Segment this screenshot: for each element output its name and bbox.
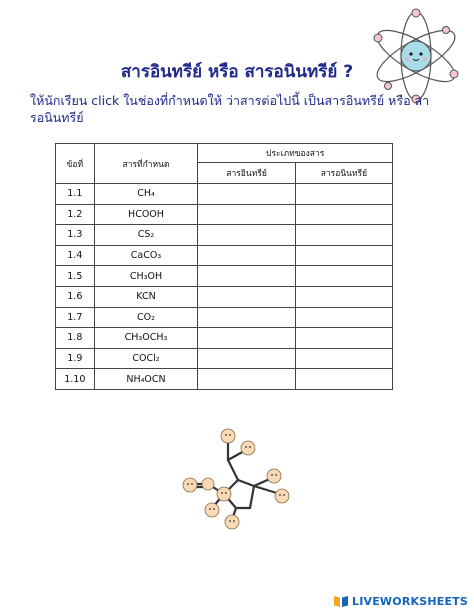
row-formula: NH₄OCN xyxy=(94,369,198,390)
organic-answer-cell[interactable] xyxy=(198,184,295,205)
table-row xyxy=(56,369,393,390)
organic-answer-cell[interactable] xyxy=(198,328,295,349)
organic-answer-cell[interactable] xyxy=(198,286,295,307)
cute-atom-icon xyxy=(368,8,464,104)
book-icon xyxy=(333,594,349,608)
row-formula: CS₂ xyxy=(94,225,198,246)
row-number: 1.2 xyxy=(56,204,95,225)
header-type-group: ประเภทของสาร xyxy=(198,144,393,163)
table-row xyxy=(56,225,393,246)
row-number: 1.1 xyxy=(56,184,95,205)
inorganic-answer-cell[interactable] xyxy=(295,307,392,328)
organic-answer-cell[interactable] xyxy=(198,307,295,328)
inorganic-answer-cell[interactable] xyxy=(295,328,392,349)
row-formula: HCOOH xyxy=(94,204,198,225)
table-row xyxy=(56,286,393,307)
worksheet-instruction: ให้นักเรียน click ในช่องที่กำหนดให้ ว่าสารต่อไปนี้ เป็นสารอินทรีย์ หรือ สารอนินทรีย์ xyxy=(30,93,430,125)
organic-answer-cell[interactable] xyxy=(198,348,295,369)
organic-answer-cell[interactable] xyxy=(198,225,295,246)
header-inorganic: สารอนินทรีย์ xyxy=(295,163,392,184)
row-formula: CH₃OCH₃ xyxy=(94,328,198,349)
header-substance: สารที่กำหนด xyxy=(94,144,198,184)
brand-name: LIVEWORKSHEETS xyxy=(352,594,468,608)
row-formula: CH₄ xyxy=(94,184,198,205)
inorganic-answer-cell[interactable] xyxy=(295,225,392,246)
table-row xyxy=(56,307,393,328)
row-number: 1.5 xyxy=(56,266,95,287)
table-row xyxy=(56,328,393,349)
table-row xyxy=(56,204,393,225)
inorganic-answer-cell[interactable] xyxy=(295,369,392,390)
row-number: 1.6 xyxy=(56,286,95,307)
liveworksheets-logo[interactable] xyxy=(333,593,468,609)
organic-answer-cell[interactable] xyxy=(198,266,295,287)
substance-table xyxy=(55,143,393,390)
inorganic-answer-cell[interactable] xyxy=(295,348,392,369)
inorganic-answer-cell[interactable] xyxy=(295,204,392,225)
table-row xyxy=(56,184,393,205)
organic-answer-cell[interactable] xyxy=(198,204,295,225)
inorganic-answer-cell[interactable] xyxy=(295,286,392,307)
molecule-structure-icon xyxy=(176,422,296,532)
row-formula: CaCO₃ xyxy=(94,245,198,266)
row-formula: COCl₂ xyxy=(94,348,198,369)
organic-answer-cell[interactable] xyxy=(198,245,295,266)
worksheet-title: สารอินทรีย์ หรือ สารอนินทรีย์ ? xyxy=(120,62,354,82)
row-number: 1.3 xyxy=(56,225,95,246)
inorganic-answer-cell[interactable] xyxy=(295,184,392,205)
header-number: ข้อที่ xyxy=(56,144,95,184)
row-formula: KCN xyxy=(94,286,198,307)
row-formula: CO₂ xyxy=(94,307,198,328)
row-number: 1.4 xyxy=(56,245,95,266)
table-row xyxy=(56,266,393,287)
row-number: 1.10 xyxy=(56,369,95,390)
row-number: 1.7 xyxy=(56,307,95,328)
header-organic: สารอินทรีย์ xyxy=(198,163,295,184)
table-row xyxy=(56,245,393,266)
footer xyxy=(0,591,474,611)
row-formula: CH₃OH xyxy=(94,266,198,287)
row-number: 1.8 xyxy=(56,328,95,349)
inorganic-answer-cell[interactable] xyxy=(295,245,392,266)
inorganic-answer-cell[interactable] xyxy=(295,266,392,287)
organic-answer-cell[interactable] xyxy=(198,369,295,390)
table-row xyxy=(56,348,393,369)
row-number: 1.9 xyxy=(56,348,95,369)
